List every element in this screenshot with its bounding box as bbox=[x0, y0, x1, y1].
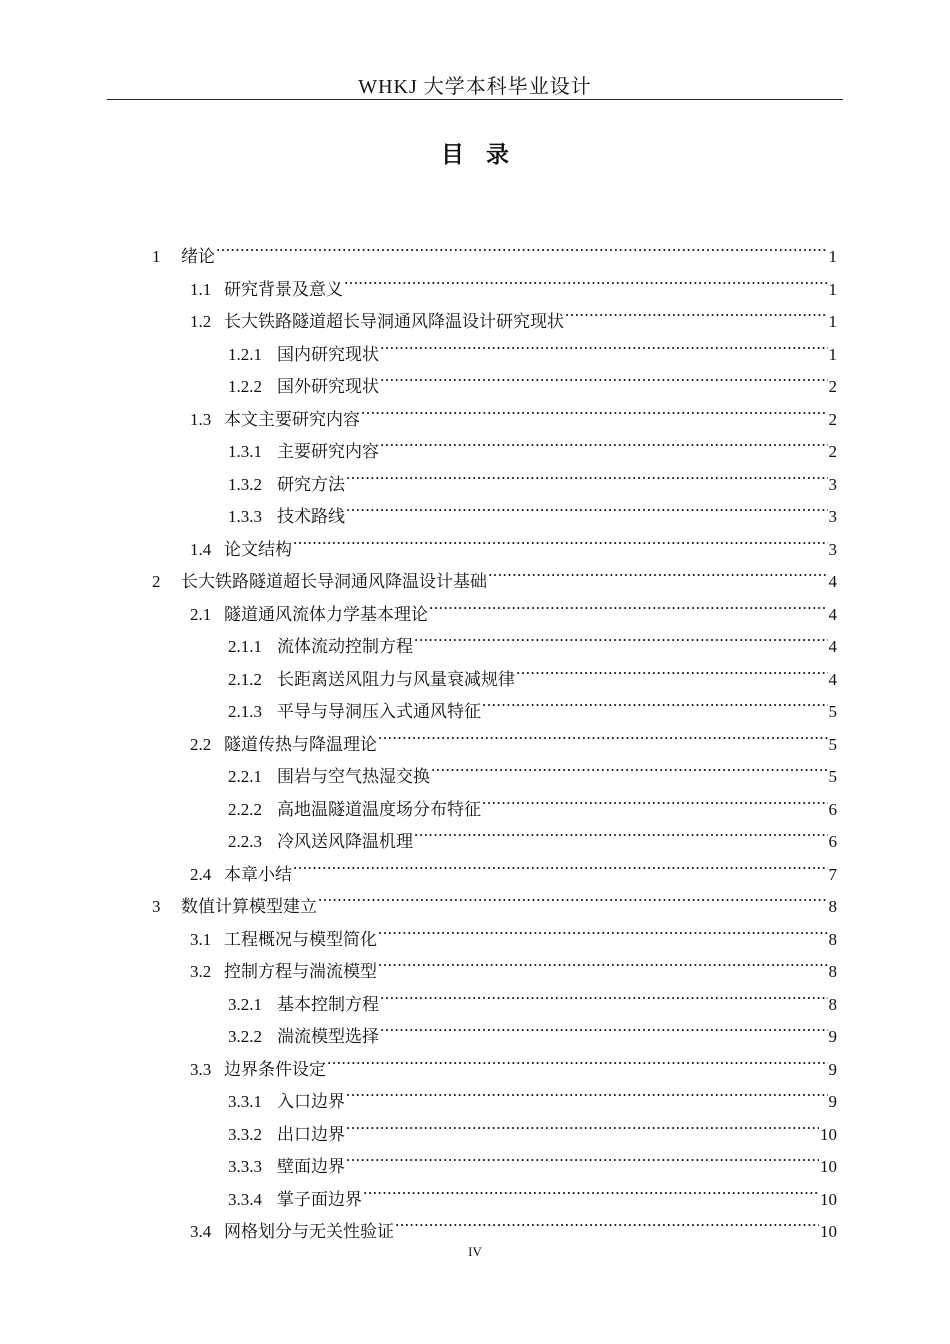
toc-entry-page: 8 bbox=[828, 962, 837, 981]
toc-entry[interactable] bbox=[228, 1173, 837, 1209]
toc-entry-number: 3.3.2 bbox=[228, 1124, 262, 1144]
toc-dot-leader bbox=[378, 913, 828, 945]
toc-entry[interactable] bbox=[228, 1108, 837, 1144]
toc-entry-title: 湍流模型选择 bbox=[277, 1027, 379, 1046]
toc-entry-title: 研究背景及意义 bbox=[224, 279, 343, 299]
toc-dot-leader bbox=[395, 1205, 819, 1237]
toc-entry-title: 长大铁路隧道超长导洞通风降温设计研究现状 bbox=[224, 312, 564, 331]
toc-entry-page: 10 bbox=[820, 1222, 837, 1241]
toc-entry-number: 1.3.3 bbox=[228, 507, 262, 526]
toc-entry-number: 1.4 bbox=[190, 539, 212, 559]
toc-dot-leader bbox=[344, 263, 828, 295]
toc-entry-title: 工程概况与模型简化 bbox=[224, 929, 377, 949]
toc-entry-page: 8 bbox=[828, 994, 837, 1014]
toc-entry-number: 3.4 bbox=[190, 1222, 212, 1241]
toc-entry-number: 3.2.1 bbox=[228, 994, 262, 1014]
toc-dot-leader bbox=[380, 328, 828, 360]
toc-entry[interactable] bbox=[190, 1205, 837, 1241]
toc-entry-page: 3 bbox=[828, 539, 837, 559]
toc-dot-leader bbox=[346, 1075, 828, 1107]
toc-entry-title: 数值计算模型建立 bbox=[181, 897, 317, 916]
toc-entry-number: 3 bbox=[152, 897, 161, 916]
toc-entry-number: 2.1.1 bbox=[228, 637, 262, 656]
toc-entry[interactable] bbox=[190, 393, 837, 429]
toc-dot-leader bbox=[346, 1108, 819, 1140]
toc-entry-number: 1.3 bbox=[190, 409, 212, 429]
toc-entry-page: 5 bbox=[828, 767, 837, 786]
toc-entry[interactable] bbox=[228, 328, 837, 364]
toc-entry-page: 2 bbox=[828, 442, 837, 461]
toc-entry-title: 冷风送风降温机理 bbox=[277, 832, 413, 851]
toc-entry-page: 1 bbox=[828, 312, 837, 331]
toc-entry-number: 2.4 bbox=[190, 864, 212, 884]
toc-entry-title: 长大铁路隧道超长导洞通风降温设计基础 bbox=[181, 572, 487, 591]
toc-entry-title: 主要研究内容 bbox=[277, 442, 379, 461]
toc-entry[interactable] bbox=[228, 653, 837, 689]
toc-entry[interactable] bbox=[228, 458, 837, 494]
toc-entry-title: 围岩与空气热湿交换 bbox=[277, 767, 430, 786]
toc-dot-leader bbox=[346, 458, 828, 490]
toc-entry-page: 8 bbox=[828, 897, 837, 916]
toc-entry-number: 2.1 bbox=[190, 604, 212, 624]
toc-entry-number: 1.2.1 bbox=[228, 344, 262, 364]
toc-entry-title: 控制方程与湍流模型 bbox=[224, 962, 377, 981]
toc-entry-title: 流体流动控制方程 bbox=[277, 637, 413, 656]
toc-entry[interactable] bbox=[190, 913, 837, 949]
header-divider bbox=[107, 99, 843, 100]
toc-entry[interactable] bbox=[190, 945, 837, 981]
toc-entry-title: 论文结构 bbox=[224, 539, 292, 559]
toc-entry-number: 3.3.3 bbox=[228, 1157, 262, 1176]
toc-entry-page: 3 bbox=[828, 474, 837, 494]
toc-entry-title: 平导与导洞压入式通风特征 bbox=[277, 702, 481, 721]
toc-entry-page: 6 bbox=[828, 799, 837, 819]
toc-entry[interactable] bbox=[228, 685, 837, 721]
toc-dot-leader bbox=[429, 588, 828, 620]
toc-entry-page: 2 bbox=[828, 377, 837, 396]
toc-entry[interactable] bbox=[228, 815, 837, 851]
toc-entry-title: 基本控制方程 bbox=[277, 994, 379, 1014]
toc-entry[interactable] bbox=[228, 1075, 837, 1111]
toc-entry-number: 2.2.3 bbox=[228, 832, 262, 851]
toc-dot-leader bbox=[565, 295, 828, 327]
toc-entry[interactable] bbox=[228, 490, 837, 526]
toc-entry-page: 10 bbox=[820, 1124, 837, 1144]
toc-entry-page: 8 bbox=[828, 929, 837, 949]
toc-entry-title: 入口边界 bbox=[277, 1092, 345, 1111]
toc-entry-title: 国内研究现状 bbox=[277, 344, 379, 364]
toc-entry-page: 9 bbox=[828, 1092, 837, 1111]
toc-entry-number: 3.3 bbox=[190, 1059, 212, 1079]
toc-entry[interactable] bbox=[228, 750, 837, 786]
toc-entry-number: 3.3.1 bbox=[228, 1092, 262, 1111]
toc-entry-page: 10 bbox=[820, 1189, 837, 1209]
toc-entry[interactable] bbox=[228, 1010, 837, 1046]
toc-entry-number: 2.1.2 bbox=[228, 669, 262, 689]
toc-entry-page: 9 bbox=[828, 1059, 837, 1079]
toc-entry[interactable] bbox=[152, 230, 837, 266]
toc-entry-title: 出口边界 bbox=[277, 1124, 345, 1144]
toc-dot-leader bbox=[414, 620, 828, 652]
toc-entry-page: 1 bbox=[828, 279, 837, 299]
toc-entry-page: 2 bbox=[828, 409, 837, 429]
toc-entry[interactable] bbox=[152, 880, 837, 916]
toc-entry-page: 1 bbox=[828, 247, 837, 266]
toc-dot-leader bbox=[327, 1043, 828, 1075]
toc-entry-number: 3.2 bbox=[190, 962, 212, 981]
toc-entry-page: 4 bbox=[828, 669, 837, 689]
toc-entry-number: 3.3.4 bbox=[228, 1189, 262, 1209]
toc-entry-page: 5 bbox=[828, 702, 837, 721]
toc-entry-title: 网格划分与无关性验证 bbox=[224, 1222, 394, 1241]
toc-entry-number: 1.2 bbox=[190, 312, 212, 331]
toc-entry-title: 国外研究现状 bbox=[277, 377, 379, 396]
toc-entry-page: 10 bbox=[820, 1157, 837, 1176]
toc-dot-leader bbox=[380, 1010, 828, 1042]
toc-entry-page: 6 bbox=[828, 832, 837, 851]
toc-entry-number: 2.2.1 bbox=[228, 767, 262, 786]
page-number: IV bbox=[468, 1244, 482, 1259]
toc-entry-title: 长距离送风阻力与风量衰减规律 bbox=[277, 669, 515, 689]
toc-dot-leader bbox=[380, 978, 828, 1010]
toc-entry-title: 掌子面边界 bbox=[277, 1189, 362, 1209]
toc-entry[interactable] bbox=[228, 978, 837, 1014]
toc-entry-number: 2.1.3 bbox=[228, 702, 262, 721]
toc-entry[interactable] bbox=[190, 1043, 837, 1079]
toc-entry-number: 1.2.2 bbox=[228, 377, 262, 396]
toc-entry-number: 2.2 bbox=[190, 734, 212, 754]
toc-entry-title: 隧道通风流体力学基本理论 bbox=[224, 604, 428, 624]
toc-entry[interactable] bbox=[228, 783, 837, 819]
toc-dot-leader bbox=[346, 1140, 819, 1172]
toc-entry-page: 4 bbox=[828, 604, 837, 624]
toc-dot-leader bbox=[431, 750, 828, 782]
toc-entry-title: 本章小结 bbox=[224, 864, 292, 884]
toc-entry[interactable] bbox=[228, 1140, 837, 1176]
toc-entry[interactable] bbox=[228, 425, 837, 461]
toc-dot-leader bbox=[293, 523, 828, 555]
toc-dot-leader bbox=[216, 230, 828, 262]
toc-entry-title: 绪论 bbox=[181, 247, 215, 266]
toc-dot-leader bbox=[361, 393, 828, 425]
toc-entry[interactable] bbox=[190, 718, 837, 754]
toc-entry-number: 3.1 bbox=[190, 929, 212, 949]
toc-dot-leader bbox=[380, 360, 828, 392]
toc-entry-number: 3.2.2 bbox=[228, 1027, 262, 1046]
toc-entry-page: 3 bbox=[828, 507, 837, 526]
toc-dot-leader bbox=[380, 425, 828, 457]
toc-entry-title: 研究方法 bbox=[277, 474, 345, 494]
toc-entry-page: 9 bbox=[828, 1027, 837, 1046]
toc-dot-leader bbox=[488, 555, 828, 587]
toc-entry[interactable] bbox=[228, 360, 837, 396]
toc-entry-number: 1 bbox=[152, 247, 161, 266]
toc-dot-leader bbox=[482, 685, 828, 717]
toc-entry-title: 边界条件设定 bbox=[224, 1059, 326, 1079]
toc-dot-leader bbox=[516, 653, 828, 685]
toc-entry-page: 4 bbox=[828, 637, 837, 656]
toc-entry[interactable] bbox=[152, 555, 837, 591]
toc-entry-title: 隧道传热与降温理论 bbox=[224, 734, 377, 754]
toc-dot-leader bbox=[293, 848, 828, 880]
toc-dot-leader bbox=[414, 815, 828, 847]
toc-entry[interactable] bbox=[190, 523, 837, 559]
toc-entry-title: 技术路线 bbox=[277, 507, 345, 526]
toc-entry-title: 高地温隧道温度场分布特征 bbox=[277, 799, 481, 819]
toc-entry-title: 壁面边界 bbox=[277, 1157, 345, 1176]
toc-entry-number: 1.1 bbox=[190, 279, 212, 299]
toc-dot-leader bbox=[318, 880, 828, 912]
toc-title: 目录 bbox=[441, 142, 531, 168]
toc-dot-leader bbox=[346, 490, 828, 522]
toc-dot-leader bbox=[378, 718, 828, 750]
toc-entry-page: 7 bbox=[828, 864, 837, 884]
toc-entry[interactable] bbox=[190, 588, 837, 624]
toc-entry-page: 4 bbox=[828, 572, 837, 591]
toc-entry-number: 2.2.2 bbox=[228, 799, 262, 819]
toc-entry[interactable] bbox=[190, 263, 837, 299]
page-header: WHKJ 大学本科毕业设计 bbox=[358, 76, 592, 98]
toc-entry-page: 5 bbox=[828, 734, 837, 754]
toc-dot-leader bbox=[378, 945, 828, 977]
toc-dot-leader bbox=[482, 783, 828, 815]
toc-entry[interactable] bbox=[228, 620, 837, 656]
toc-dot-leader bbox=[363, 1173, 819, 1205]
toc-entry[interactable] bbox=[190, 295, 837, 331]
toc-entry-title: 本文主要研究内容 bbox=[224, 409, 360, 429]
toc-entry[interactable] bbox=[190, 848, 837, 884]
toc-entry-number: 1.3.1 bbox=[228, 442, 262, 461]
toc-entry-number: 2 bbox=[152, 572, 161, 591]
toc-entry-page: 1 bbox=[828, 344, 837, 364]
toc-entry-number: 1.3.2 bbox=[228, 474, 262, 494]
